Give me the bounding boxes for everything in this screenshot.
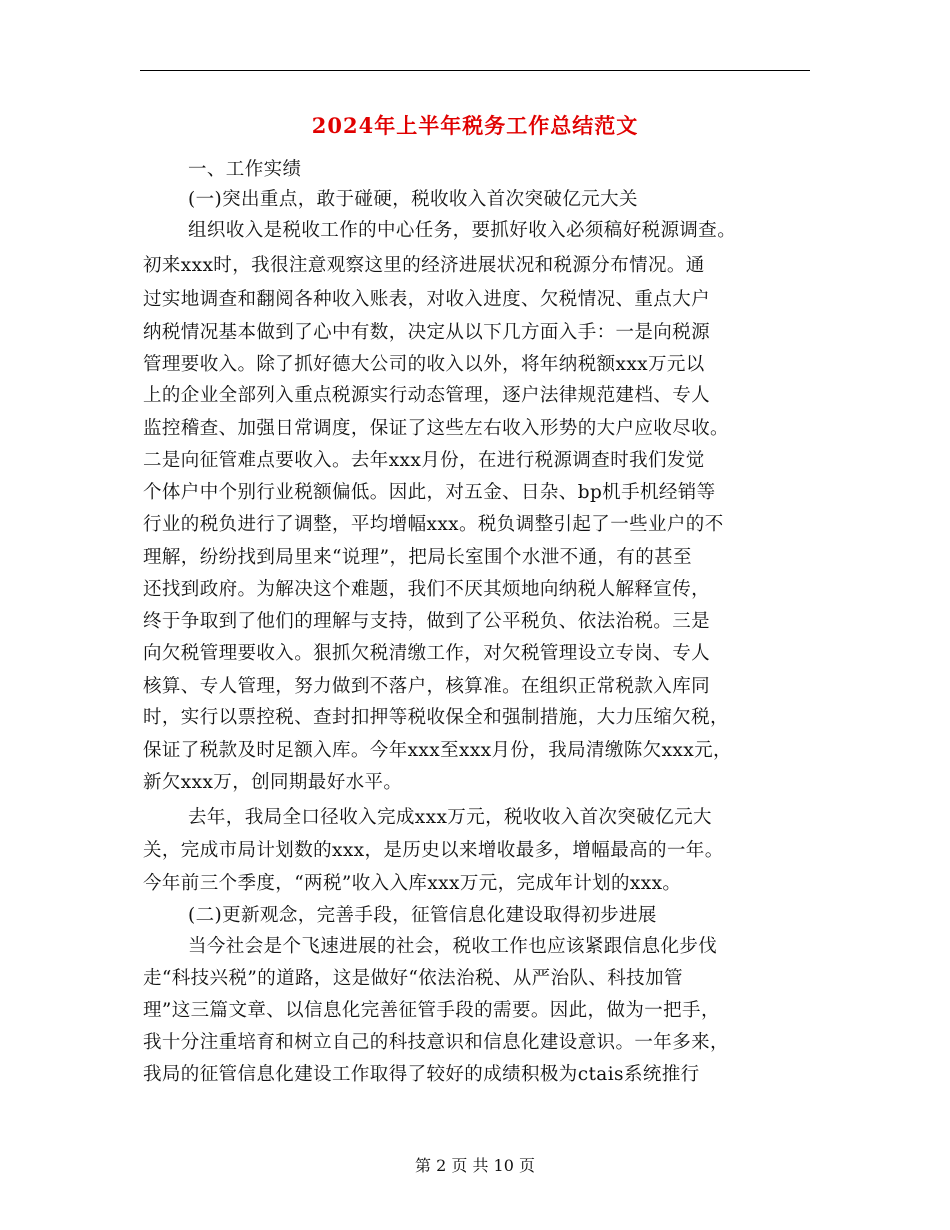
paragraph-line: 去年，我局全口径收入完成xxx万元，税收收入首次突破亿元大 (188, 807, 712, 828)
paragraph-line: 上的企业全部列入重点税源实行动态管理，逐户法律规范建档、专人 (143, 385, 711, 406)
paragraph-line: 过实地调查和翻阅各种收入账表，对收入进度、欠税情况、重点大户 (143, 289, 711, 310)
paragraph-line: 理”这三篇文章、以信息化完善征管手段的需要。因此，做为一把手， (143, 1000, 720, 1021)
document-title: 2024年上半年税务工作总结范文 (311, 113, 639, 138)
paragraph-line: 个体户中个别行业税额偏低。因此，对五金、日杂、bp机手机经销等 (143, 482, 716, 503)
paragraph-line: 监控稽查、加强日常调度，保证了这些左右收入形势的大户应收尽收。 (143, 418, 729, 439)
page-number-footer: 第 2 页 共 10 页 (415, 1156, 535, 1175)
paragraph-line: 核算、专人管理，努力做到不落户，核算准。在组织正常税款入库同 (143, 676, 711, 697)
paragraph-line: 初来xxx时，我很注意观察这里的经济进展状况和税源分布情况。通 (143, 255, 705, 276)
paragraph-line: 当今社会是个飞速进展的社会，税收工作也应该紧跟信息化步伐 (188, 936, 718, 957)
paragraph-line: 保证了税款及时足额入库。今年xxx至xxx月份，我局清缴陈欠xxx元， (143, 740, 732, 761)
paragraph-line: 我局的征管信息化建设工作取得了较好的成绩积极为ctais系统推行 (143, 1064, 700, 1085)
paragraph-line: 二是向征管难点要收入。去年xxx月份，在进行税源调查时我们发觉 (143, 450, 705, 471)
paragraph-line: 行业的税负进行了调整，平均增幅xxx。税负调整引起了一些业户的不 (143, 514, 724, 535)
paragraph-line: 时，实行以票控税、查封扣押等税收保全和强制措施，大力压缩欠税， (143, 707, 729, 728)
paragraph-line: 向欠税管理要收入。狠抓欠税清缴工作，对欠税管理设立专岗、专人 (143, 643, 711, 664)
subsection-heading: (二)更新观念，完善手段，征管信息化建设取得初步进展 (188, 905, 657, 926)
paragraph-line: 还找到政府。为解决这个难题，我们不厌其烦地向纳税人解释宣传， (143, 579, 711, 600)
subsection-heading: (一)突出重点，敢于碰硬，税收收入首次突破亿元大关 (188, 189, 638, 210)
paragraph-line: 走“科技兴税”的道路，这是做好“依法治税、从严治队、科技加管 (143, 968, 683, 989)
paragraph-line: 我十分注重培育和树立自己的科技意识和信息化建设意识。一年多来， (143, 1032, 729, 1053)
paragraph-line: 组织收入是税收工作的中心任务，要抓好收入必须稿好税源调查。 (188, 220, 737, 241)
paragraph-line: 终于争取到了他们的理解与支持，做到了公平税负、依法治税。三是 (143, 611, 711, 632)
paragraph-line: 纳税情况基本做到了心中有数，决定从以下几方面入手：一是向税源 (143, 322, 711, 343)
paragraph-line: 管理要收入。除了抓好德大公司的收入以外，将年纳税额xxx万元以 (143, 354, 705, 375)
section-heading: 一、工作实绩 (188, 159, 302, 180)
paragraph-line: 关，完成市局计划数的xxx，是历史以来增收最多，增幅最高的一年。 (143, 840, 724, 861)
paragraph-line: 今年前三个季度，“两税”收入入库xxx万元，完成年计划的xxx。 (143, 873, 682, 894)
paragraph-line: 理解，纷纷找到局里来“说理”，把局长室围个水泄不通，有的甚至 (143, 547, 692, 568)
header-rule (140, 70, 810, 71)
paragraph-line: 新欠xxx万，创同期最好水平。 (143, 772, 403, 793)
